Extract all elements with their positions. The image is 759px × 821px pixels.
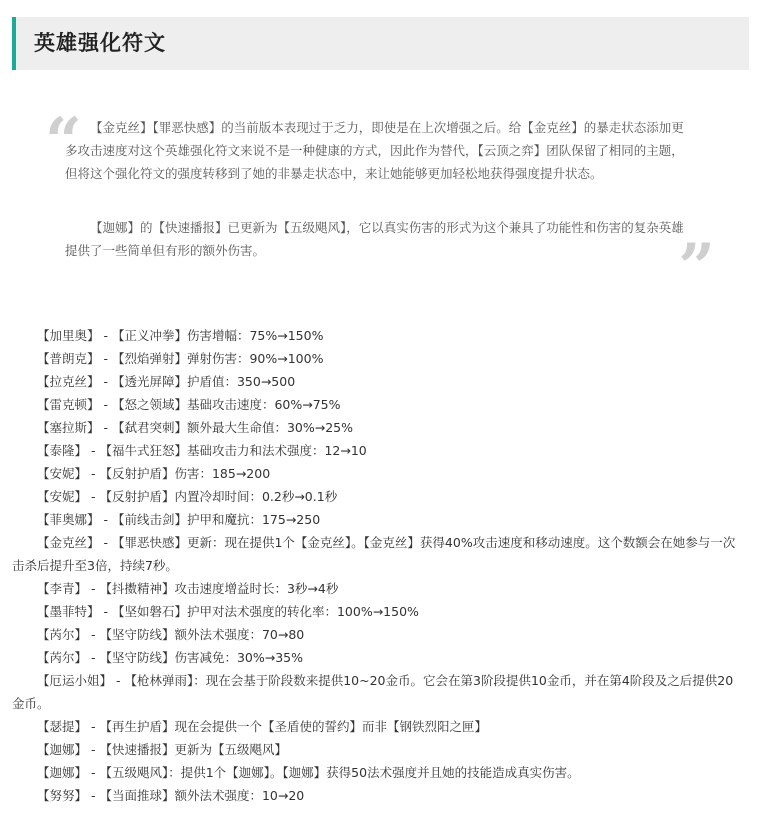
change-item: 【墨菲特】 - 【坚如磐石】护甲对法术强度的转化率：100%→150%: [37, 604, 419, 619]
change-item: 【迦娜】 - 【快速播报】更新为【五级飓风】: [37, 742, 287, 757]
change-item: 【塞拉斯】 - 【弑君突刺】额外最大生命值：30%→25%: [37, 420, 353, 435]
change-item: 【雷克顿】 - 【怒之领域】基础攻击速度：60%→75%: [37, 397, 341, 412]
change-item: 【迦娜】 - 【五级飓风】：提供1个【迦娜】。【迦娜】获得50法术强度并且她的技能造成真实伤害。: [37, 765, 580, 780]
change-item: 【努努】 - 【当面推球】额外法术强度：10→20: [37, 788, 305, 803]
change-list: [12, 324, 742, 807]
section-header: [12, 17, 749, 70]
change-item: 【泰隆】 - 【福牛式狂怒】基础攻击力和法术强度：12→10: [37, 443, 367, 458]
change-item: 【厄运小姐】 - 【枪林弹雨】：现在会基于阶段数来提供10~20金币。它会在第3阶段提供10金币，并在第4阶段及之后提供20金币。: [12, 673, 734, 711]
change-item: 【芮尔】 - 【坚守防线】伤害减免：30%→35%: [37, 650, 303, 665]
change-item: 【瑟提】 - 【再生护盾】现在会提供一个【圣盾使的誓约】而非【钢铁烈阳之匣】: [37, 719, 487, 734]
change-item: 【芮尔】 - 【坚守防线】额外法术强度：70→80: [37, 627, 305, 642]
change-item: 【菲奥娜】 - 【前线击剑】护甲和魔抗：175→250: [37, 512, 321, 527]
change-item: 【加里奥】 - 【正义冲拳】伤害增幅：75%→150%: [37, 328, 324, 343]
change-item: 【安妮】 - 【反射护盾】内置冷却时间：0.2秒→0.1秒: [37, 489, 338, 504]
quote-open-icon: “: [45, 104, 82, 179]
change-item: 【安妮】 - 【反射护盾】伤害：185→200: [37, 466, 271, 481]
change-item: 【普朗克】 - 【烈焰弹射】弹射伤害：90%→100%: [37, 351, 324, 366]
quote-paragraph-2: 【迦娜】的【快速播报】已更新为【五级飓风】，它以真实伤害的形式为这个兼具了功能性和伤害的复杂英雄提供了一些简单但有形的额外伤害。: [65, 220, 684, 258]
quote-paragraph-1: 【金克丝】【罪恶快感】的当前版本表现过于乏力，即使是在上次增强之后。给【金克丝】的暴走状态添加更多攻击速度对这个英雄强化符文来说不是一种健康的方式，因此作为替代，【云顶之弈】团队保留了相同的主题，但将这个强化符文的强度转移到了她的非暴走状态中，来让她能够更加轻松地获得强度提升状态。: [65, 120, 684, 181]
quote-close-icon: ”: [678, 230, 715, 305]
section-title: 英雄强化符文: [34, 31, 166, 55]
change-item: 【李青】 - 【抖擞精神】攻击速度增益时长：3秒→4秒: [37, 581, 339, 596]
change-item: 【金克丝】 - 【罪恶快感】更新：现在提供1个【金克丝】。【金克丝】获得40%攻击速度和移动速度。这个数额会在她参与一次击杀后提升至3倍，持续7秒。: [12, 535, 736, 573]
change-item: 【拉克丝】 - 【透光屏障】护盾值：350→500: [37, 374, 296, 389]
blockquote: [45, 104, 725, 305]
